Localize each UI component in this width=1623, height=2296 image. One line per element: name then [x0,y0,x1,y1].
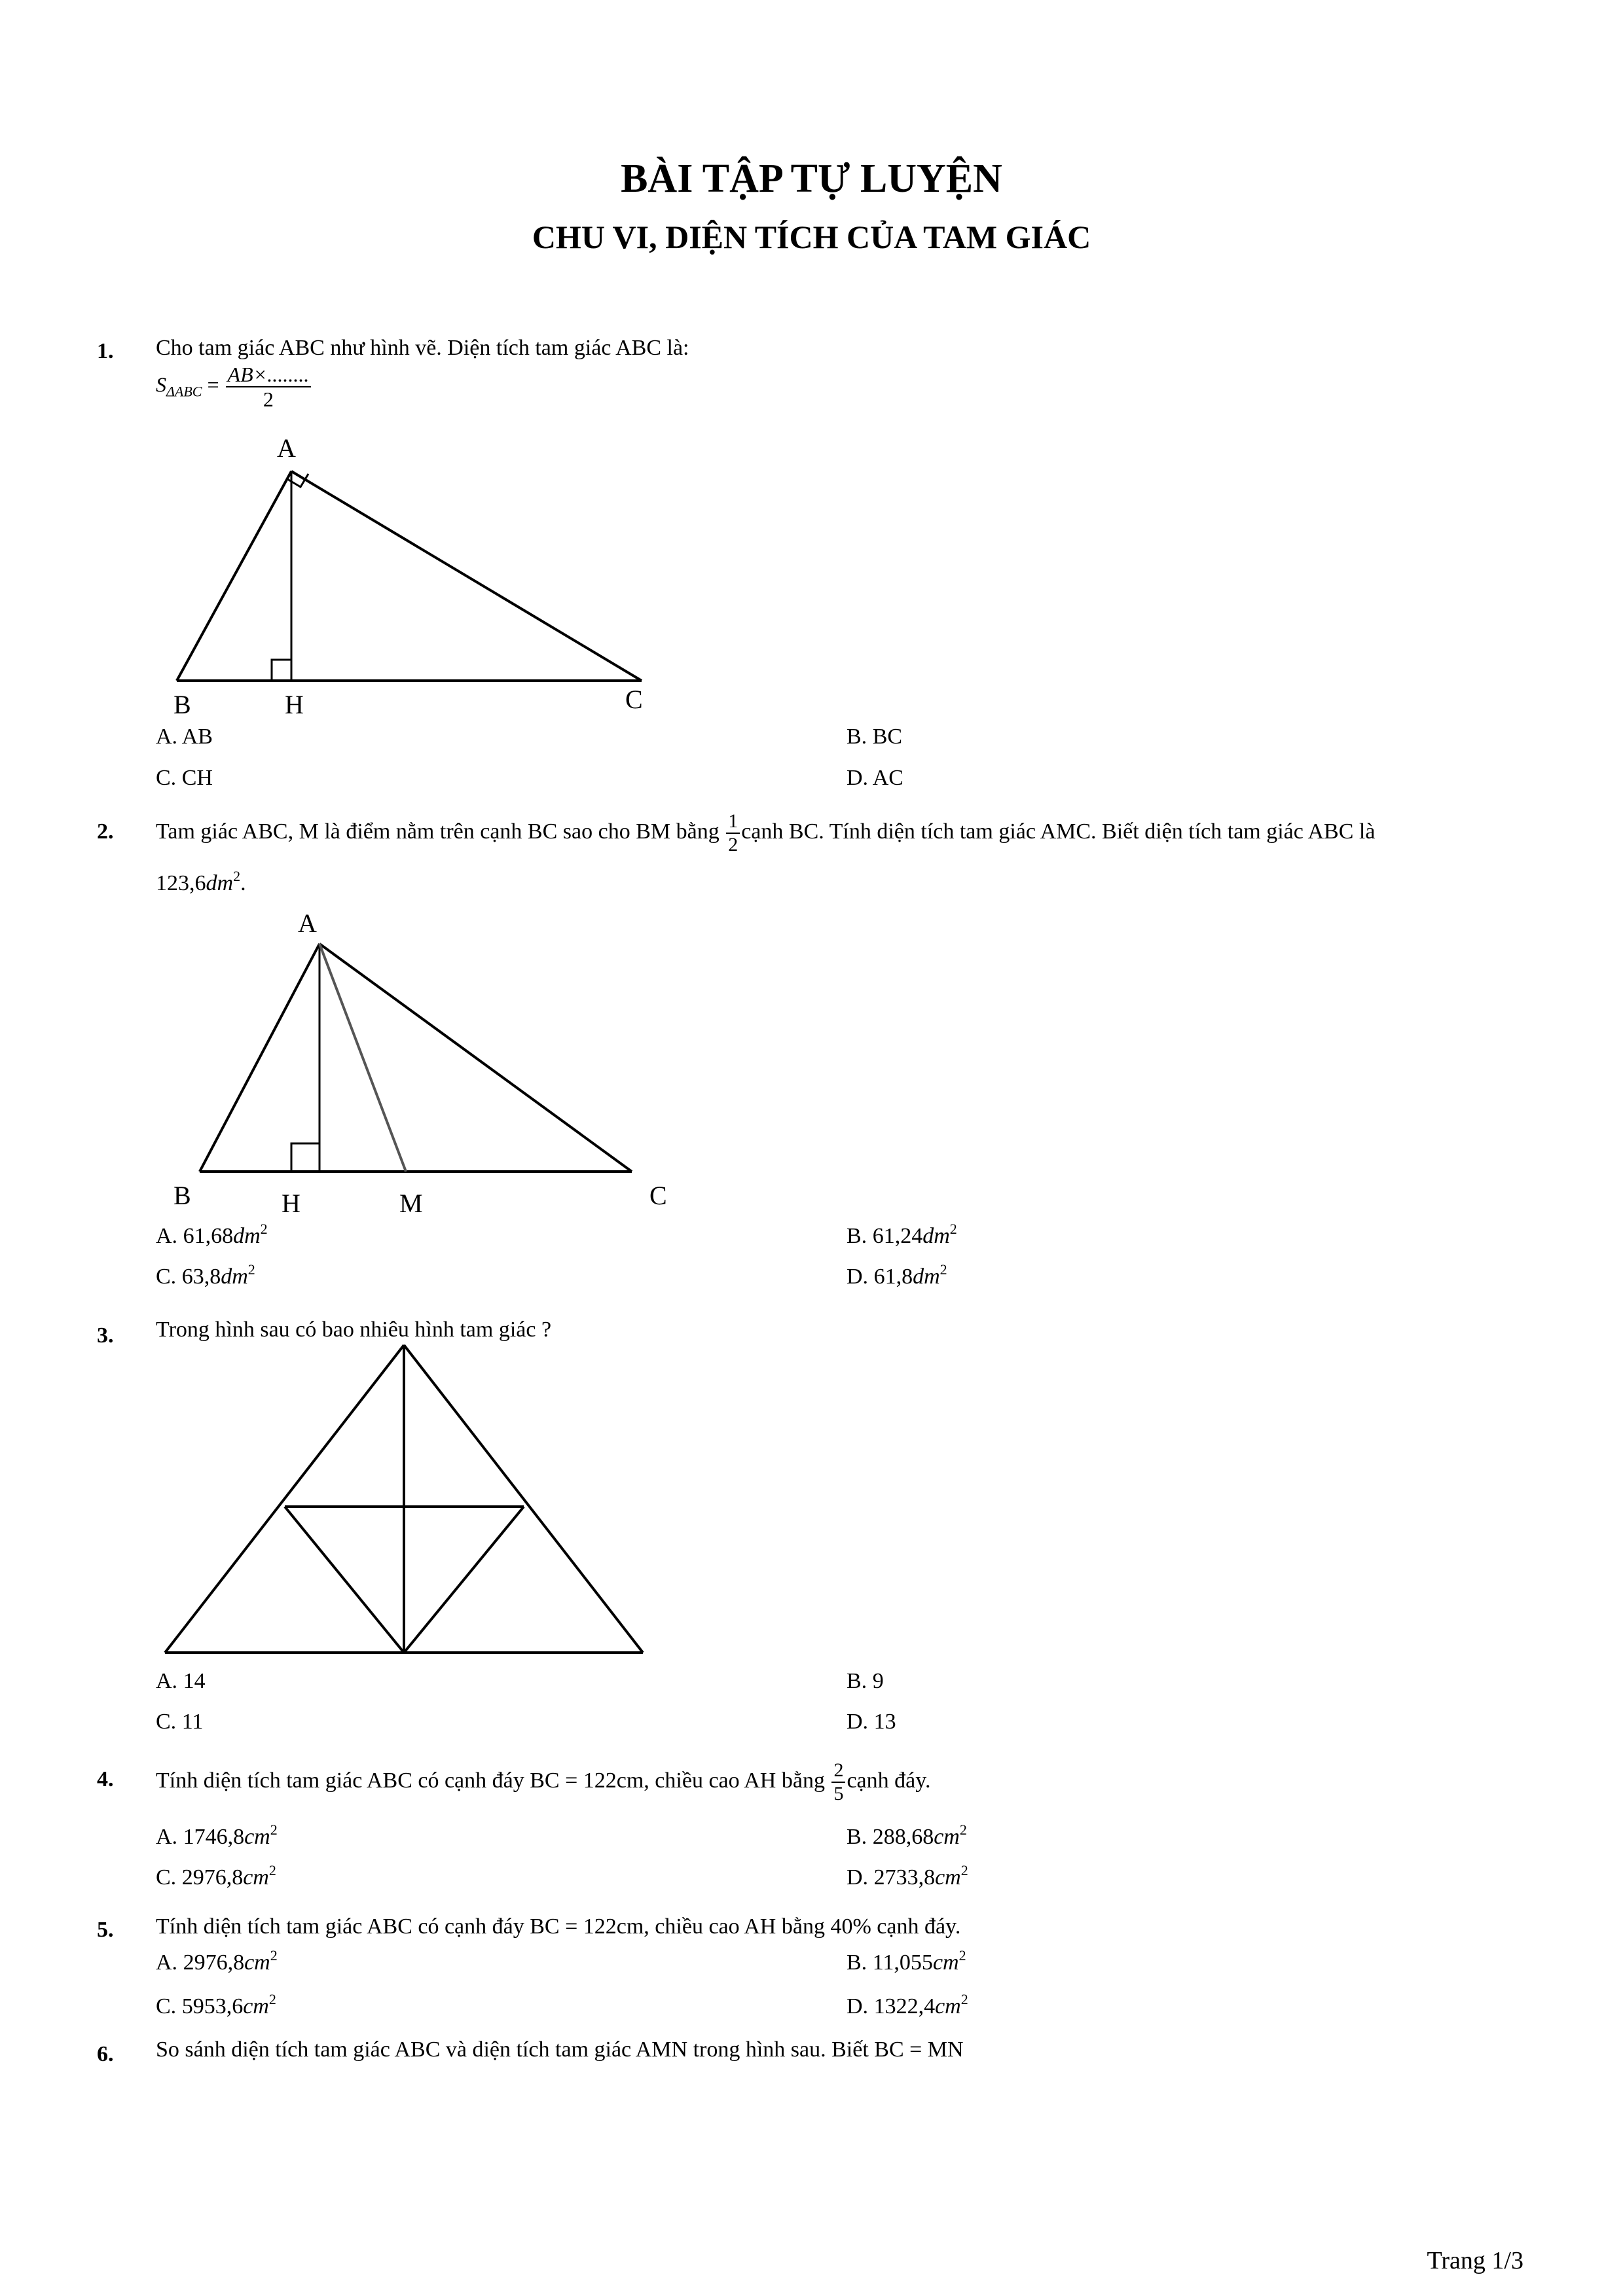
option-c[interactable]: C. CH [156,766,213,790]
edge-AC [291,471,642,681]
right-angle-mark-H [291,1143,319,1172]
option-d[interactable]: D. $2733,8cm^2$ [847,1862,968,1890]
option-b[interactable]: B. $61,24dm^2$ [847,1221,957,1248]
question-text: Tính diện tích tam giác ABC có cạnh đáy BC = 122cm, chiều cao AH bằng $\frac{2}{5}$ cạnh đáy. [156,1759,931,1804]
option-d[interactable]: D. $61,8dm^2$ [847,1261,947,1289]
right-angle-mark-H [272,660,291,681]
formula-lhs: S [156,372,166,397]
label-A: A [277,433,296,463]
question-number: 3. [97,1323,114,1348]
segment-AM [319,944,406,1172]
edge-AB [177,471,291,681]
figure-right-triangle [151,425,674,726]
option-a[interactable]: A. 14 [156,1669,206,1693]
question-text: Tam giác ABC, M là điểm nằm trên cạnh BC sao cho BM bằng $\frac{1}{2}$ cạnh BC. Tính diện tích tam giác AMC. Biết diện tích tam giác ABC là [156,810,1376,855]
edge-AB [200,944,319,1172]
formula-equals: = [207,372,219,397]
option-a[interactable]: A. $1746,8cm^2$ [156,1821,278,1849]
option-b[interactable]: B. 9 [847,1669,884,1693]
question-number: 2. [97,819,114,844]
question-number: 6. [97,2042,114,2066]
label-C: C [649,1181,667,1210]
page-title: BÀI TẬP TỰ LUYỆN [621,156,1002,201]
option-a[interactable]: A. $2976,8cm^2$ [156,1947,278,1975]
edge-AC [319,944,632,1172]
edge-left [165,1345,404,1653]
option-d[interactable]: D. $1322,4cm^2$ [847,1991,968,2018]
option-d[interactable]: D. 13 [847,1710,896,1734]
question-number: 5. [97,1918,114,1942]
page-subtitle: CHU VI, DIỆN TÍCH CỦA TAM GIÁC [532,219,1091,255]
option-c[interactable]: C. $5953,6cm^2$ [156,1991,276,2018]
label-B: B [173,690,191,719]
area-formula [156,364,312,410]
label-H: H [282,1189,301,1218]
question-text: Trong hình sau có bao nhiêu hình tam giác ? [156,1318,552,1342]
question-text: Tính diện tích tam giác ABC có cạnh đáy BC = 122cm, chiều cao AH bằng 40% cạnh đáy. [156,1914,961,1939]
option-b[interactable]: B. $11,055cm^2$ [847,1947,966,1975]
label-A: A [298,908,317,938]
page-number: Trang 1/3 [1427,2247,1523,2274]
inner-left-edge [285,1507,404,1653]
option-c[interactable]: C. 11 [156,1710,204,1734]
option-b[interactable]: B. $288,68cm^2$ [847,1821,967,1849]
question-number: 1. [97,339,114,363]
option-a[interactable]: A. $61,68dm^2$ [156,1221,268,1248]
option-b[interactable]: B. BC [847,725,903,749]
label-C: C [625,685,643,714]
label-H: H [285,690,304,719]
question-number: 4. [97,1767,114,1791]
question-text: Cho tam giác ABC như hình vẽ. Diện tích tam giác ABC là: [156,336,689,360]
figure-count-triangles [151,1335,648,1662]
fraction-denominator: 5 [833,1783,844,1804]
label-M: M [399,1189,423,1218]
option-a[interactable]: A. AB [156,725,213,749]
label-B: B [173,1181,191,1210]
question-text: So sánh diện tích tam giác ABC và diện tích tam giác AMN trong hình sau. Biết BC = MN [156,2037,964,2062]
question-text-line2: $123,6dm^2$. [156,868,246,895]
formula-subscript: ΔABC [166,383,202,400]
fraction-numerator: 1 [726,812,740,834]
option-c[interactable]: C. $63,8dm^2$ [156,1261,255,1289]
figure-triangle-median [164,898,701,1225]
fraction-numerator: 2 [831,1761,845,1783]
formula-numerator: AB×........ [226,364,312,387]
option-c[interactable]: C. $2976,8cm^2$ [156,1862,276,1890]
formula-denominator: 2 [263,387,274,411]
inner-right-edge [404,1507,524,1653]
edge-right [404,1345,643,1653]
option-d[interactable]: D. AC [847,766,903,790]
fraction-denominator: 2 [728,834,739,855]
